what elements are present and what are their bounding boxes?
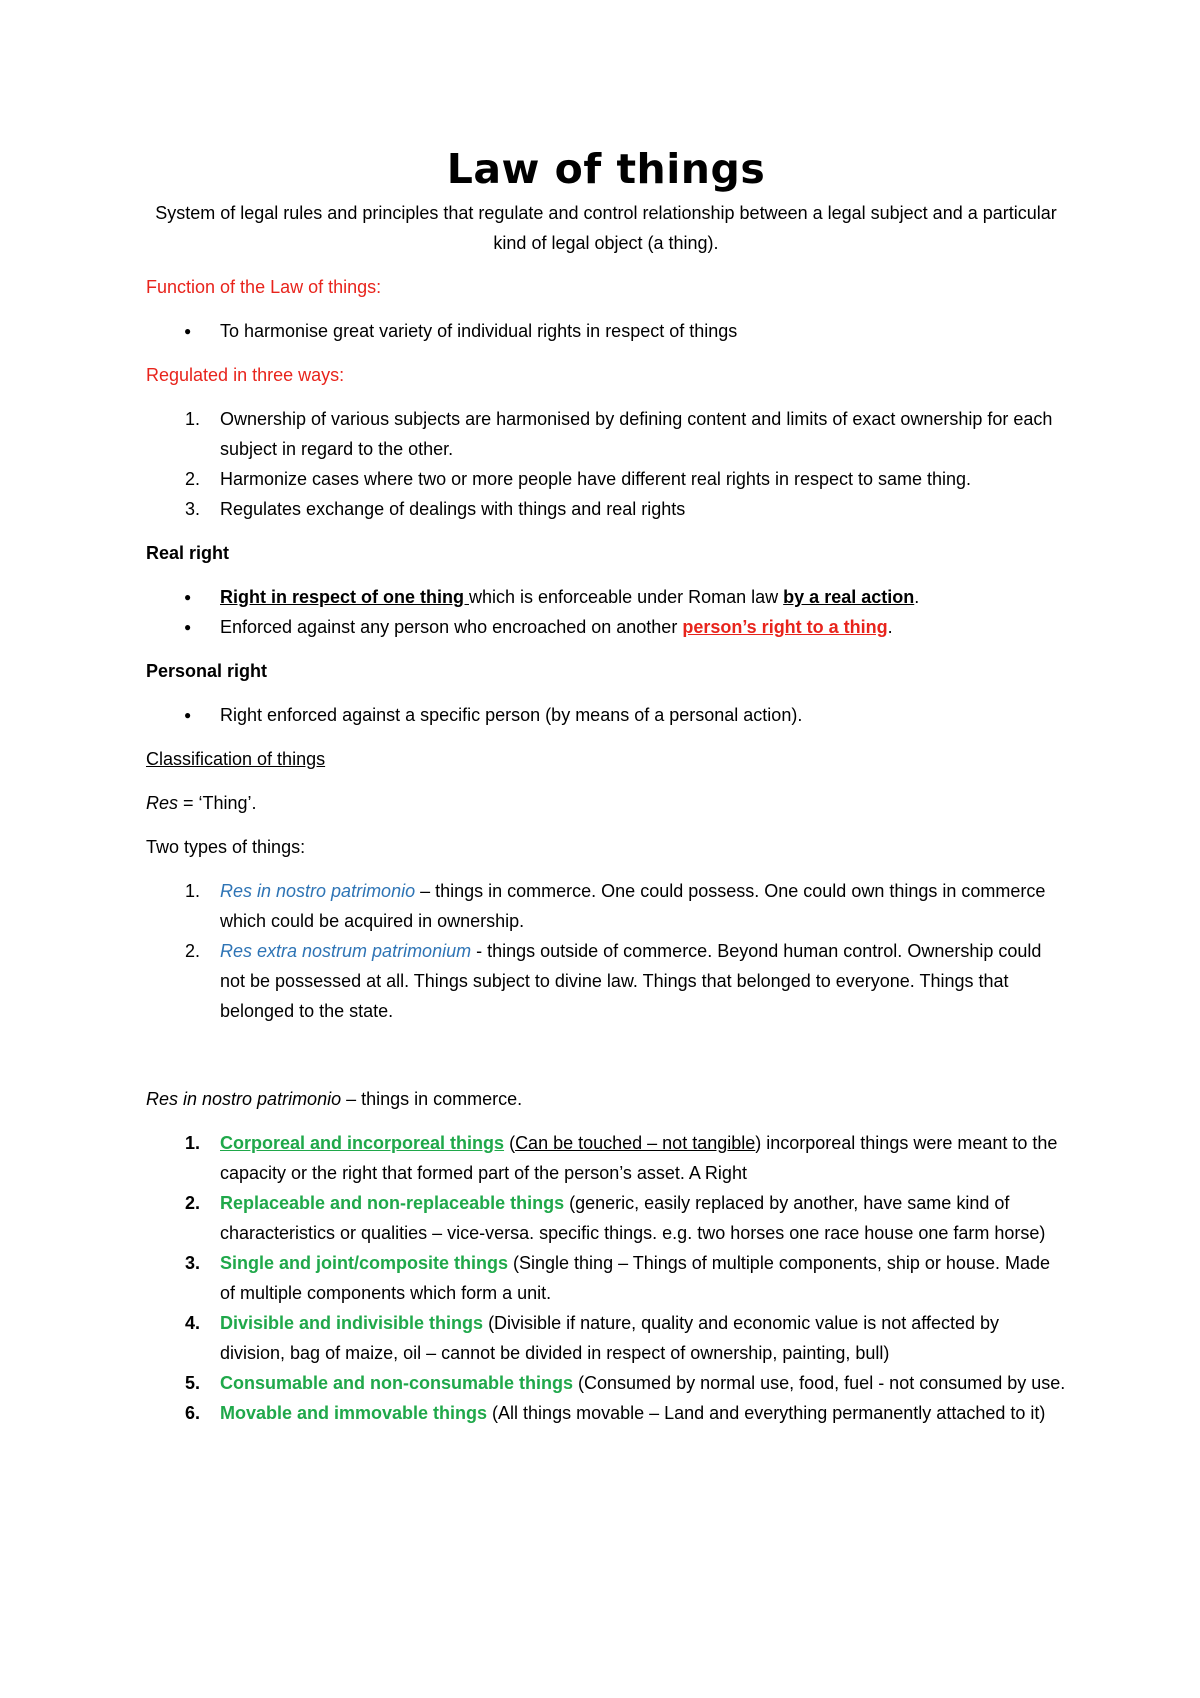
list-text: Harmonize cases where two or more people have different real rights in respect to same thing. — [220, 469, 972, 489]
category-term: Single and joint/composite things — [220, 1253, 509, 1273]
punctuation: . — [887, 617, 893, 637]
real-right-heading: Real right — [146, 543, 230, 563]
latin-term: Res in nostro patrimonio — [220, 881, 416, 901]
punctuation: . — [914, 587, 920, 607]
list-number: 2. — [184, 941, 200, 961]
list-item: ● Right enforced against a specific person (by means of a personal action). — [146, 700, 1066, 730]
category-term: Divisible and indivisible things — [220, 1313, 484, 1333]
subtitle: System of legal rules and principles that regulate and control relationship between a legal subject and a particular kind of legal object (a thing). — [155, 203, 1057, 253]
italic-term: Res — [146, 793, 179, 813]
list-text: (Single thing – Things of multiple components, ship or house. Made of multiple components which form a unit. — [220, 1253, 1050, 1303]
res-nostro-line — [146, 1084, 1066, 1114]
function-list — [146, 316, 1066, 346]
list-item — [146, 464, 1066, 494]
list-number: 2. — [184, 469, 200, 489]
latin-term: Res extra nostrum patrimonium — [220, 941, 472, 961]
list-text: – things in commerce. One could possess. One could own things in commerce which could be acquired in ownership. — [220, 881, 1046, 931]
definition-text: = ‘Thing’. — [178, 793, 257, 813]
definition-text: – things in commerce. — [341, 1089, 523, 1109]
list-item — [146, 494, 1066, 524]
list-item — [146, 612, 1066, 642]
punctuation: ( — [509, 1133, 516, 1153]
personal-right-heading: Personal right — [146, 661, 268, 681]
category-term: Movable and immovable things — [220, 1403, 488, 1423]
list-item — [146, 1368, 1066, 1398]
list-text: (Consumed by normal use, food, fuel - not consumed by use. — [573, 1373, 1066, 1393]
list-number: 5. — [184, 1373, 200, 1393]
list-text: (All things movable – Land and everything permanently attached to it) — [487, 1403, 1046, 1423]
two-types-heading: Two types of things: — [146, 837, 306, 857]
list-number: 1. — [184, 881, 200, 901]
list-number: 1. — [184, 409, 200, 429]
list-item — [146, 936, 1066, 1026]
italic-term: Res in nostro patrimonio — [146, 1089, 342, 1109]
highlighted-text: person’s right to a thing — [682, 617, 888, 637]
list-text: Ownership of various subjects are harmonised by defining content and limits of exact ownership for each subject in regard to the other. — [220, 409, 1053, 459]
list-item — [146, 1188, 1066, 1248]
category-term: Consumable and non-consumable things — [220, 1373, 574, 1393]
underlined-text: Right in respect of one thing — [220, 587, 469, 607]
list-number: 4. — [184, 1313, 200, 1333]
list-text: (generic, easily replaced by another, have same kind of characteristics or qualities – vice-versa. specific things. e.g. two horses one race house one farm horse) — [220, 1193, 1046, 1243]
list-text: - things outside of commerce. Beyond human control. Ownership could not be possessed at all. Things subject to divine law. Things that belonged to everyone. Things that belonged to the state. — [220, 941, 1042, 1021]
list-text: ) incorporeal things were meant to the capacity or the right that formed part of the person’s asset. A Right — [220, 1133, 1058, 1183]
underlined-text: by a real action — [783, 587, 915, 607]
list-text: (Divisible if nature, quality and economic value is not affected by division, bag of maize, oil – cannot be divided in respect of ownership, painting, bull) — [220, 1313, 1000, 1363]
list-item — [146, 1398, 1066, 1428]
list-item — [146, 404, 1066, 464]
underlined-text: Can be touched – not tangible — [515, 1133, 756, 1153]
category-term: Replaceable and non-replaceable things — [220, 1193, 565, 1213]
classification-heading: Classification of things — [146, 749, 326, 769]
res-definition — [146, 788, 1066, 818]
list-text: Regulates exchange of dealings with things and real rights — [220, 499, 686, 519]
real-right-list — [146, 582, 1066, 642]
category-term: Corporeal and incorporeal things — [220, 1133, 505, 1153]
list-number: 6. — [184, 1403, 200, 1423]
list-item — [146, 1248, 1066, 1308]
list-item — [146, 582, 1066, 612]
document-body — [146, 140, 1066, 1428]
page-title: Law of things — [446, 145, 766, 193]
list-number: 3. — [184, 1253, 200, 1273]
list-text: Enforced against any person who encroached on another — [220, 617, 683, 637]
list-item — [146, 876, 1066, 936]
list-item — [146, 1308, 1066, 1368]
function-heading: Function of the Law of things: — [146, 277, 382, 297]
categories-list — [146, 1128, 1066, 1428]
personal-right-list — [146, 700, 1066, 730]
regulated-heading: Regulated in three ways: — [146, 365, 345, 385]
list-number: 3. — [184, 499, 200, 519]
list-text: which is enforceable under Roman law — [469, 587, 784, 607]
regulated-list — [146, 404, 1066, 524]
list-item — [146, 1128, 1066, 1188]
two-types-list — [146, 876, 1066, 1026]
list-item: ● To harmonise great variety of individual rights in respect of things — [146, 316, 1066, 346]
list-number: 2. — [184, 1193, 200, 1213]
list-number: 1. — [184, 1133, 200, 1153]
